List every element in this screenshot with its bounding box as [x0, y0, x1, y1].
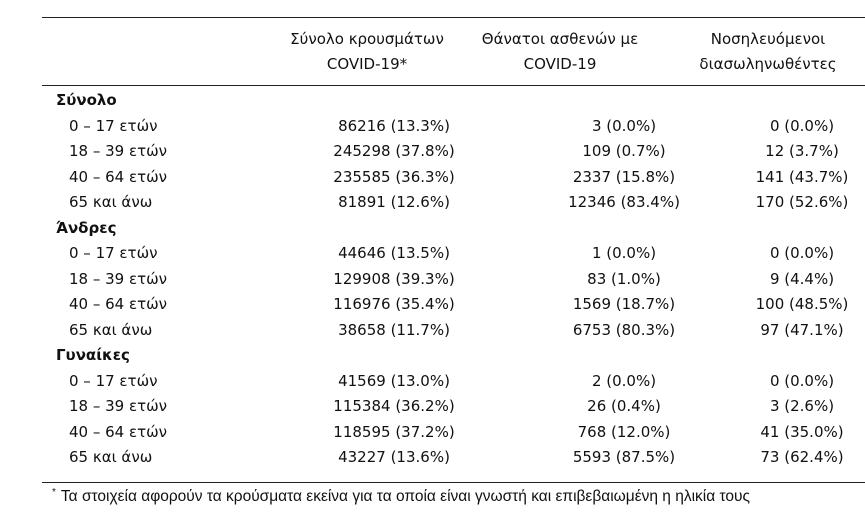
group-row-men — [42, 216, 865, 242]
table-row — [42, 318, 865, 344]
deaths-cell: 2 (0.0%) — [591, 371, 657, 390]
hosp-cell: 0 (0.0%) — [769, 244, 835, 262]
cases-cell: 116976 (35.4%) — [333, 295, 455, 313]
table-row — [42, 394, 865, 420]
cases-cell: 43227 (13.6%) — [338, 448, 450, 466]
age-label: 65 και άνω — [69, 448, 153, 466]
header-cases — [262, 27, 472, 77]
hosp-cell: 41 (35.0%) — [760, 422, 844, 441]
cases-cell: 86216 (13.3%) — [338, 116, 450, 135]
cases-cell: 245298 (37.8%) — [333, 142, 455, 160]
header-hospitalized-line1: Νοσηλευόμενοι — [710, 30, 826, 48]
deaths-cell: 1 (0.0%) — [591, 244, 657, 262]
table-row — [42, 369, 865, 395]
table-row — [42, 267, 865, 293]
cases-cell: 38658 (11.7%) — [338, 320, 450, 339]
group-row-total — [42, 88, 865, 114]
data-table — [42, 88, 865, 471]
table-row — [42, 165, 865, 191]
hosp-cell: 0 (0.0%) — [769, 371, 835, 390]
table-row — [42, 114, 865, 140]
deaths-cell: 83 (1.0%) — [587, 269, 661, 288]
header-cases-line1: Σύνολο κρουσμάτων — [290, 30, 444, 48]
hosp-cell: 170 (52.6%) — [755, 193, 849, 211]
group-row-women — [42, 343, 865, 369]
deaths-cell: 5593 (87.5%) — [572, 448, 676, 466]
table-row — [42, 292, 865, 318]
deaths-cell: 1569 (18.7%) — [572, 295, 676, 313]
group-label: Άνδρες — [56, 218, 117, 237]
deaths-cell: 3 (0.0%) — [591, 116, 657, 135]
cases-cell: 129908 (39.3%) — [333, 269, 455, 288]
age-label: 65 και άνω — [69, 193, 153, 211]
deaths-cell: 768 (12.0%) — [577, 422, 671, 441]
table-row — [42, 190, 865, 216]
deaths-cell: 12346 (83.4%) — [568, 193, 680, 211]
deaths-cell: 109 (0.7%) — [582, 142, 666, 160]
cases-cell: 235585 (36.3%) — [333, 167, 455, 186]
table-row — [42, 139, 865, 165]
footnote — [52, 487, 750, 506]
deaths-cell: 26 (0.4%) — [587, 397, 661, 415]
header-deaths-line2: COVID-19 — [523, 55, 597, 73]
hosp-cell: 97 (47.1%) — [760, 320, 844, 339]
header-bottom-rule — [42, 85, 865, 86]
age-label: 18 – 39 ετών — [69, 397, 168, 415]
table-top-rule — [42, 17, 865, 18]
footnote-marker: * — [52, 487, 56, 498]
age-label: 65 και άνω — [69, 320, 153, 339]
age-label: 18 – 39 ετών — [69, 142, 168, 160]
age-label: 40 – 64 ετών — [69, 167, 168, 186]
hosp-cell: 3 (2.6%) — [769, 397, 835, 415]
table-row — [42, 241, 865, 267]
cases-cell: 115384 (36.2%) — [333, 397, 455, 415]
hosp-cell: 0 (0.0%) — [769, 116, 835, 135]
table-row — [42, 420, 865, 446]
group-label: Σύνολο — [56, 91, 117, 109]
header-hospitalized — [663, 27, 865, 77]
hosp-cell: 100 (48.5%) — [755, 295, 849, 313]
header-deaths-line1: Θάνατοι ασθενών με — [481, 30, 639, 48]
hosp-cell: 141 (43.7%) — [755, 167, 849, 186]
age-label: 18 – 39 ετών — [69, 269, 168, 288]
hosp-cell: 12 (3.7%) — [765, 142, 839, 160]
age-label: 40 – 64 ετών — [69, 422, 168, 441]
deaths-cell: 6753 (80.3%) — [572, 320, 676, 339]
hosp-cell: 9 (4.4%) — [769, 269, 835, 288]
footnote-text: Τα στοιχεία αφορούν τα κρούσματα εκείνα για τα οποία είναι γνωστή και επιβεβαιωμένη η ηλικία τους — [60, 488, 750, 505]
hosp-cell: 73 (62.4%) — [760, 448, 844, 466]
cases-cell: 41569 (13.0%) — [338, 371, 450, 390]
deaths-cell: 2337 (15.8%) — [572, 167, 676, 186]
header-cases-line2: COVID-19* — [326, 55, 408, 73]
age-label: 0 – 17 ετών — [69, 244, 158, 262]
group-label: Γυναίκες — [56, 346, 130, 364]
age-label: 0 – 17 ετών — [69, 116, 158, 135]
age-label: 0 – 17 ετών — [69, 371, 158, 390]
table-bottom-rule — [42, 482, 865, 483]
age-label: 40 – 64 ετών — [69, 295, 168, 313]
cases-cell: 118595 (37.2%) — [333, 422, 455, 441]
cases-cell: 44646 (13.5%) — [338, 244, 450, 262]
cases-cell: 81891 (12.6%) — [338, 193, 450, 211]
header-deaths — [455, 27, 665, 77]
header-hospitalized-line2: διασωληνωθέντες — [699, 55, 837, 73]
table-row — [42, 445, 865, 471]
